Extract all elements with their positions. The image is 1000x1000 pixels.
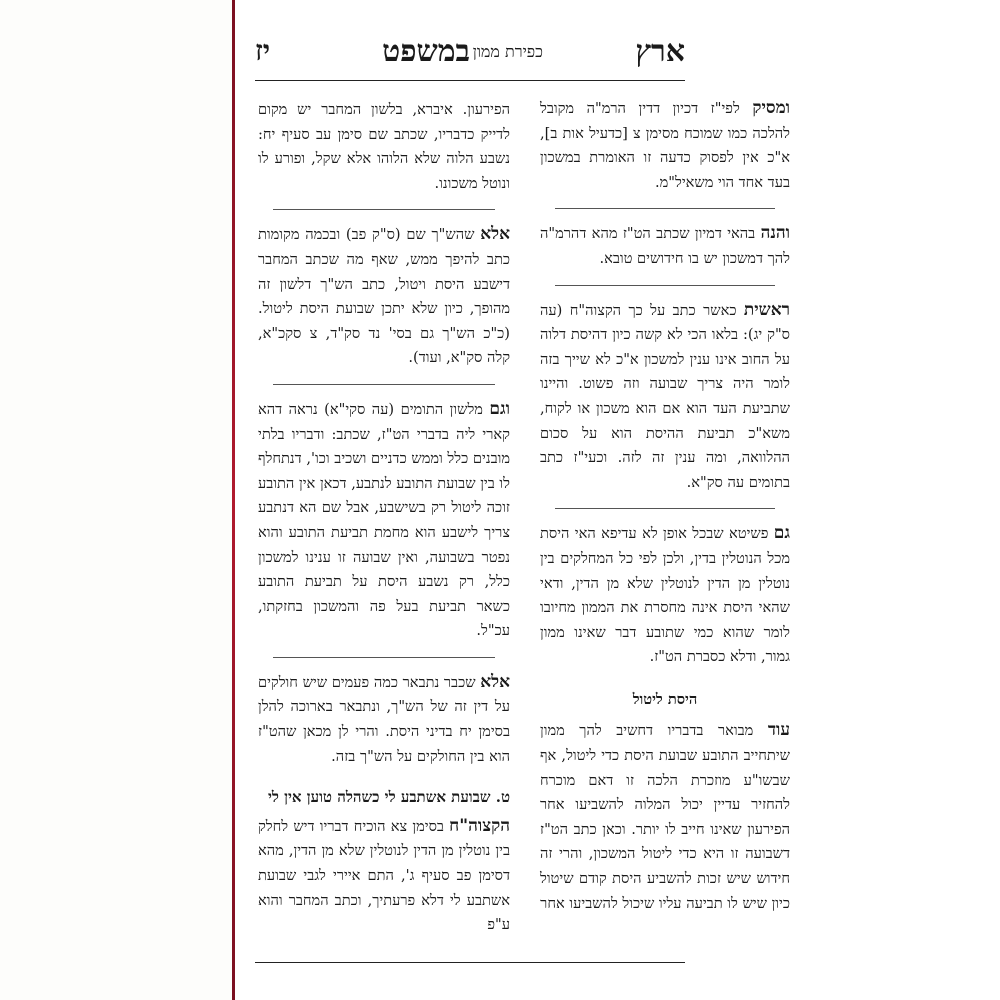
divider <box>273 209 495 210</box>
paragraph-text: שכבר נתבאר כמה פעמים שיש חולקים על דין זה של הש"ך, ונתבאר בארוכה להלן בסימן יח בדיני היסת. והרי לן מכאן שהט"ז הוא בין החולקים על הש"ך בזה. <box>257 673 510 765</box>
paragraph-text: לפי"ז דכיון דדין הרמ"ה מקובל להלכה כמו שמוכח מסימן צ [כדעיל אות ב], א"כ אין לפסוק כדעה זו האומרת במשכון בעד אחד הוי משאיל"מ. <box>540 100 790 191</box>
paragraph <box>540 718 790 916</box>
left-column <box>258 98 510 951</box>
divider <box>273 657 495 658</box>
paragraph <box>258 98 510 196</box>
header-rule <box>255 80 685 81</box>
paragraph <box>540 221 790 271</box>
paragraph-text: שהש"ך שם (ס"ק פב) ובכמה מקומות כתב להיפך ממש, שאף מה שכתב המחבר דישבע היסת ויטול, כתב הש"ך דלשון זה מהופך, כיון שלא יתכן שבועת היסת ליטול. (כ"כ הש"ך גם בסי' נד סק"ד, צ סקכ"א, קלה סק"א, ועוד). <box>258 226 510 367</box>
paragraph <box>540 521 790 670</box>
paragraph-lead: אלא <box>480 224 511 245</box>
paragraph-text: פשיטא שבכל אופן לא עדיפא האי היסת מכל הנוטלין בדין, ולכן לפי כל המחלקים בין נוטלין מן הדין לנוטלין שלא מן הדין, ודאי שהאי היסת אינה מחסרת את הממון מחיובו לומר שהוא כמי שתובע דבר שאינו ממון גמור, ודלא כסברת הט"ז. <box>540 525 790 666</box>
paragraph-lead: ראשית <box>743 299 790 320</box>
paragraph-text: מבואר בדבריו דחשיב להך ממון שיתחייב התובע שבועת היסת כדי ליטול, אף שבשו"ע מוזכרת הלכה זו דאם מוכרח להחזיר עדיין יכול המלוה להשביעו אחר הפירעון שאינו חייב לו יותר. וכאן כתב הט"ז דשבועה זו היא כדי ליטול המשכון, והרי זה חידוש שיש זכות להשביע היסת קודם שיטול כיון שיש לו תביעה עליו שיכול להשביעו אחר <box>540 722 790 912</box>
paragraph-text: בסימן צא הוכיח דבריו דיש לחלק בין נוטלין מן הדין לנוטלין שלא מן הדין, מהא דסימן פב סעיף ג', התם איירי לגבי שבועת אשתבע לי דלא פרעתיך, וכתב המחבר והוא ע"פ <box>258 817 510 934</box>
divider <box>555 208 775 209</box>
footer-rule <box>255 962 685 963</box>
section-heading: היסת ליטול <box>632 690 698 708</box>
page-header <box>255 30 685 80</box>
paragraph <box>258 814 510 938</box>
paragraph-lead: וגם <box>489 398 510 419</box>
paragraph-text: מלשון התומים (עה סקי"א) נראה דהא קארי ליה בדברי הט"ז, שכתב: ודבריו בלתי מובנים כלל וממש כדניים ושכיב וכו', דנתחלף לו בין שבועת התובע לנתבע, דכאן אין התובע זוכה ליטול רק בשישבע, אבל שם הא דנתבע צריך לישבע הוא מחמת תביעת התובע והוא נפטר בשבועה, ואין שבועה זו ענינו למשכון כלל, רק נשבע היסת על תביעת התובע כשאר תביעת בעל פה והמשכון בחזקתו, עכ"ל. <box>258 400 510 640</box>
paragraph <box>540 96 790 195</box>
page-number: יז <box>255 34 271 67</box>
paragraph-lead: עוד <box>767 720 790 741</box>
paragraph <box>258 222 510 371</box>
right-column <box>540 96 790 929</box>
header-subject: כפירת ממון <box>472 42 543 61</box>
header-section: ארץ <box>635 34 685 69</box>
paragraph-text: הפירעון. איברא, בלשון המחבר יש מקום לדייק כדבריו, שכתב שם סימן עב סעיף יח: נשבע הלוה שלא הלוהו אלא שקל, ופורע לו ונוטל משכונו. <box>258 101 510 192</box>
divider <box>273 384 495 385</box>
paragraph-lead: גם <box>773 523 790 544</box>
divider <box>555 285 775 286</box>
divider <box>555 508 775 509</box>
paragraph-text: כאשר כתב על כך הקצוה"ח (עה ס"ק יג): בלאו הכי לא קשה כיון דהיסת דלוה על החוב אינו ענין למשכון א"כ לא שייך בזה לומר היה צריך שבועה וזה פשוט. והיינו שתביעת העד הוא אם הוא משכון או לקוח, משא"כ תביעת ההיסת הוא על סכום ההלוואה, ומה ענין זה לזה. וכעי"ז כתב בתומים עה סק"א. <box>540 301 790 491</box>
section-subheading: ט. שבועת אשתבע לי כשהלה טוען אין לי <box>268 788 510 807</box>
paragraph-lead: והנה <box>760 223 790 244</box>
paragraph <box>258 670 510 769</box>
paragraph-lead: ומסיק <box>752 98 790 118</box>
paragraph <box>540 298 790 496</box>
paragraph-lead: אלא <box>480 671 510 692</box>
paragraph <box>258 397 510 644</box>
paragraph-lead: הקצוה"ח <box>449 815 510 836</box>
paragraph-text: בהאי דמיון שכתב הט"ז מהא דהרמ"ה להך דמשכון יש בו חידושים טובא. <box>540 225 790 267</box>
header-title: במשפט <box>382 34 470 69</box>
